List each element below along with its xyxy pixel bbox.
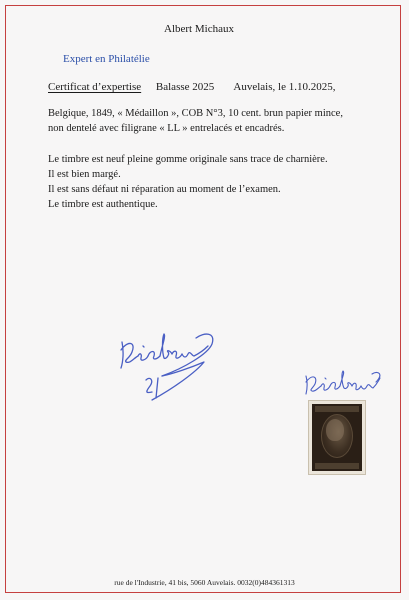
description-line: Belgique, 1849, « Médaillon », COB N°3, 10 cent. brun papier mince,	[48, 108, 343, 119]
certificate-header-line	[48, 82, 335, 93]
finding-line: Le timbre est neuf pleine gomme originale sans trace de charnière.	[48, 154, 328, 165]
footer-address: rue de l'Industrie, 41 bis, 5060 Auvelais. 0032(0)484361313	[114, 578, 295, 587]
expert-signature	[112, 328, 232, 408]
stamp-signature	[300, 368, 384, 404]
finding-line: Le timbre est authentique.	[48, 199, 158, 210]
expert-title: Expert en Philatélie	[63, 53, 150, 65]
stamp-design	[312, 404, 362, 471]
certificate-place-date: Auvelais, le 1.10.2025,	[233, 81, 336, 93]
stamp-top-band	[315, 406, 359, 412]
finding-line: Il est sans défaut ni réparation au moment de l’examen.	[48, 184, 281, 195]
description-line: non dentelé avec filigrane « LL » entrelacés et encadrés.	[48, 123, 285, 134]
certificate-label: Certificat d’expertise	[48, 81, 142, 93]
findings-block	[48, 152, 328, 212]
certificate-reference: Balasse 2025	[155, 81, 215, 93]
finding-line: Il est bien margé.	[48, 169, 121, 180]
expert-name: Albert Michaux	[164, 23, 234, 35]
stamp-description	[48, 106, 343, 136]
stamp-image	[309, 401, 365, 474]
certificate-border	[5, 5, 401, 593]
stamp-portrait	[326, 419, 344, 441]
stamp-bottom-band	[315, 463, 359, 469]
